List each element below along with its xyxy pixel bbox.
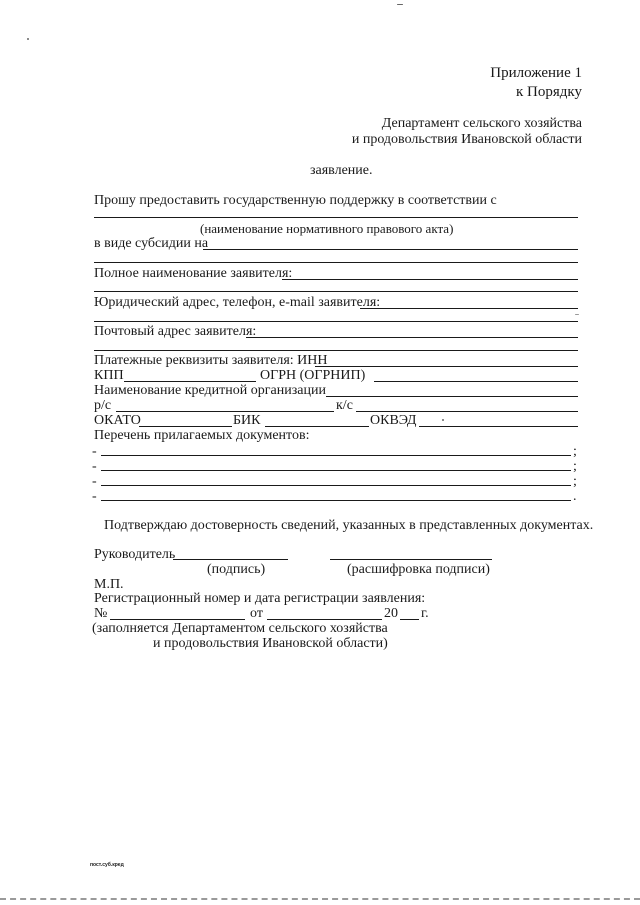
- act-name-field[interactable]: [94, 217, 578, 218]
- document-bullet: -: [92, 489, 97, 504]
- document-end: .: [573, 489, 577, 504]
- bik-label: БИК: [233, 413, 261, 428]
- act-caption: (наименование нормативного правового акта): [200, 221, 454, 236]
- signature-decoding-field[interactable]: [330, 559, 492, 560]
- document-bullet: -: [92, 444, 97, 459]
- registration-note-line-1: (заполняется Департаментом сельского хозяйства: [92, 621, 388, 636]
- registration-label: Регистрационный номер и дата регистрации заявления:: [94, 591, 426, 606]
- rs-label: р/с: [94, 398, 112, 413]
- appendix-number: Приложение 1: [490, 65, 582, 81]
- subsidy-field[interactable]: [203, 249, 578, 250]
- rs-field[interactable]: [116, 411, 334, 412]
- document-field[interactable]: [101, 455, 571, 456]
- confirmation-statement: Подтверждаю достоверность сведений, указанных в представленных документах.: [104, 518, 594, 533]
- subsidy-field-line-2[interactable]: [94, 262, 578, 263]
- form-title: заявление.: [310, 163, 373, 178]
- scan-speck: [27, 38, 29, 40]
- kpp-label: КПП: [94, 368, 124, 383]
- legal-address-field-line-2[interactable]: [94, 321, 578, 322]
- document-bullet: -: [92, 474, 97, 489]
- full-name-field[interactable]: [282, 279, 578, 280]
- signature-field[interactable]: [173, 559, 288, 560]
- document-field[interactable]: [101, 485, 571, 486]
- bank-name-field[interactable]: [326, 396, 578, 397]
- ks-field[interactable]: [356, 411, 578, 412]
- decoding-caption: (расшифровка подписи): [347, 562, 490, 577]
- registration-date-field[interactable]: [267, 619, 382, 620]
- stamp-place: М.П.: [94, 577, 124, 592]
- scan-edge-line: [0, 898, 640, 900]
- number-sign: №: [94, 606, 108, 621]
- postal-address-label: Почтовый адрес заявителя:: [94, 324, 257, 339]
- document-end: ;: [573, 444, 577, 459]
- subsidy-label: в виде субсидии на: [94, 236, 209, 251]
- inn-field[interactable]: [315, 366, 578, 367]
- legal-address-label: Юридический адрес, телефон, e-mail заявителя:: [94, 295, 381, 310]
- bank-name-label: Наименование кредитной организации: [94, 383, 326, 398]
- full-name-label: Полное наименование заявителя:: [94, 266, 293, 281]
- full-name-field-line-2[interactable]: [94, 291, 578, 292]
- document-field[interactable]: [101, 500, 571, 501]
- signature-caption: (подпись): [207, 562, 266, 577]
- payment-details-label: Платежные реквизиты заявителя: ИНН: [94, 353, 328, 368]
- document-field[interactable]: [101, 470, 571, 471]
- postal-address-field[interactable]: [246, 337, 578, 338]
- year-prefix: 20: [384, 606, 398, 621]
- scan-speck: [397, 4, 403, 5]
- registration-year-field[interactable]: [400, 619, 419, 620]
- registration-number-field[interactable]: [110, 619, 245, 620]
- document-bullet: -: [92, 459, 97, 474]
- head-label: Руководитель: [94, 547, 176, 562]
- department-line-1: Департамент сельского хозяйства: [381, 116, 582, 131]
- document-end: ;: [573, 459, 577, 474]
- okato-field[interactable]: [139, 426, 232, 427]
- scan-speck: [575, 314, 579, 315]
- bik-field[interactable]: [265, 426, 369, 427]
- year-suffix: г.: [421, 606, 429, 621]
- file-name: пост.суб.кред: [90, 862, 124, 868]
- legal-address-field[interactable]: [360, 308, 578, 309]
- okato-label: ОКАТО: [94, 413, 141, 428]
- ks-label: к/с: [336, 398, 353, 413]
- ogrn-label: ОГРН (ОГРНИП): [260, 368, 366, 383]
- department-line-2: и продовольствия Ивановской области: [351, 132, 582, 147]
- appendix-reference: к Порядку: [516, 84, 582, 100]
- okved-field[interactable]: [419, 426, 578, 427]
- kpp-field[interactable]: [124, 381, 256, 382]
- registration-note-line-2: и продовольствия Ивановской области): [153, 636, 388, 651]
- date-from-label: от: [250, 606, 263, 621]
- ogrn-field[interactable]: [374, 381, 578, 382]
- request-line: Прошу предоставить государственную поддержку в соответствии с: [94, 193, 497, 208]
- document-end: ;: [573, 474, 577, 489]
- postal-address-field-line-2[interactable]: [94, 350, 578, 351]
- okved-label: ОКВЭД: [370, 413, 417, 428]
- documents-label: Перечень прилагаемых документов:: [94, 428, 310, 443]
- scan-speck: [442, 419, 444, 421]
